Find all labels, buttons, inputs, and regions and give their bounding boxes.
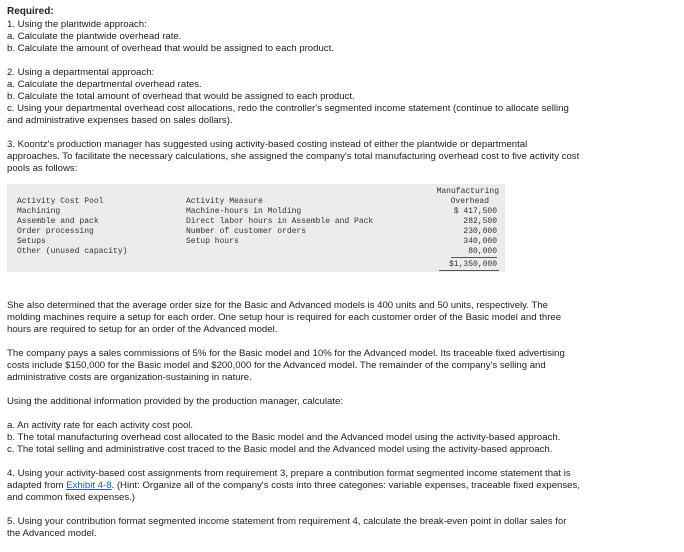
q3-part-c: c. The total selling and administrative cost traced to the Basic model and the Advanced model using the activity-based approach. [7, 444, 553, 455]
header-activity-cost-pool: Activity Cost Pool [17, 197, 104, 206]
row-setups-amount: 340,000 [463, 237, 497, 246]
q5-line2: the Advanced model. [7, 528, 97, 539]
row-order-processing-amount: 230,000 [463, 227, 497, 236]
q4-line1: 4. Using your activity-based cost assignments from requirement 3, prepare a contribution format segmented income statement that is [7, 468, 571, 479]
commission-line2: costs include $150,000 for the Basic model and $200,000 for the Advanced model. The remainder of the company's selling and [7, 360, 546, 371]
q2-part-b: b. Calculate the total amount of overhead that would be assigned to each product. [7, 91, 355, 102]
row-machining-amount: $ 417,500 [453, 207, 497, 216]
q2-heading: 2. Using a departmental approach: [7, 67, 155, 78]
header-activity-measure: Activity Measure [186, 197, 263, 206]
row-setups-measure: Setup hours [186, 237, 239, 246]
q1-part-a: a. Calculate the plantwide overhead rate. [7, 31, 182, 42]
commission-line1: The company pays a sales commissions of 5% for the Basic model and 10% for the Advanced model. Its traceable fixed advertising [7, 348, 565, 359]
row-assemble-measure: Direct labor hours in Assemble and Pack [186, 217, 374, 226]
order-size-line1: She also determined that the average order size for the Basic and Advanced models is 400 units and 50 units, respectively. The [7, 300, 548, 311]
q3-intro-line1: 3. Koontz's production manager has suggested using activity-based costing instead of either the plantwide or departmental [7, 139, 528, 150]
row-other-pool: Other (unused capacity) [17, 247, 128, 256]
row-order-processing-measure: Number of customer orders [186, 227, 307, 236]
row-assemble-pool: Assemble and pack [17, 217, 99, 226]
q2-part-c-line2: and administrative expenses based on sales dollars). [7, 115, 233, 126]
exhibit-4-8-link[interactable]: Exhibit 4-8 [66, 480, 112, 491]
q2-part-c-line1: c. Using your departmental overhead cost allocations, redo the controller's segmented income statement (continue to allocate selling [7, 103, 569, 114]
q3-intro-line3: pools as follows: [7, 163, 78, 174]
q5-line1: 5. Using your contribution format segmented income statement from requirement 4, calculate the break-even point in dollar sales for [7, 516, 567, 527]
total-rule [439, 270, 499, 271]
row-other-amount: 80,000 [468, 247, 497, 256]
commission-line3: administrative costs are organization-sustaining in nature. [7, 372, 252, 383]
row-assemble-amount: 282,500 [463, 217, 497, 226]
q4-line2-post: . (Hint: Organize all of the company's costs into three categories: variable expenses, traceable fixed expenses, [111, 480, 580, 491]
using-info-line: Using the additional information provided by the production manager, calculate: [7, 396, 343, 407]
order-size-line2: molding machines require a setup for each order. One setup hour is required for each customer order of the Basic model and three [7, 312, 562, 323]
row-machining-measure: Machine-hours in Molding [186, 207, 302, 216]
subtotal-rule [451, 257, 497, 258]
q4-line3: and common fixed expenses.) [7, 492, 135, 503]
q1-part-b: b. Calculate the amount of overhead that would be assigned to each product. [7, 43, 334, 54]
row-setups-pool: Setups [17, 237, 46, 246]
order-size-line3: hours are required to setup for an order of the Advanced model. [7, 324, 278, 335]
row-order-processing-pool: Order processing [17, 227, 94, 236]
q3-intro-line2: approaches. To facilitate the necessary calculations, she assigned the company's total manufacturing overhead cost to five activity cost [7, 151, 580, 162]
activity-cost-pool-table [7, 184, 505, 272]
q4-line2 [7, 480, 580, 491]
q3-part-a: a. An activity rate for each activity cost pool. [7, 420, 194, 431]
total-overhead: $1,350,000 [448, 260, 497, 269]
header-overhead-line1: Manufacturing [436, 187, 499, 196]
required-heading: Required: [7, 6, 54, 17]
q3-part-b: b. The total manufacturing overhead cost allocated to the Basic model and the Advanced model using the activity-based approach. [7, 432, 561, 443]
row-machining-pool: Machining [17, 207, 61, 216]
q1-heading: 1. Using the plantwide approach: [7, 19, 147, 30]
q4-line2-pre: adapted from [7, 480, 67, 491]
header-overhead-line2: Overhead [450, 197, 489, 206]
q2-part-a: a. Calculate the departmental overhead rates. [7, 79, 202, 90]
